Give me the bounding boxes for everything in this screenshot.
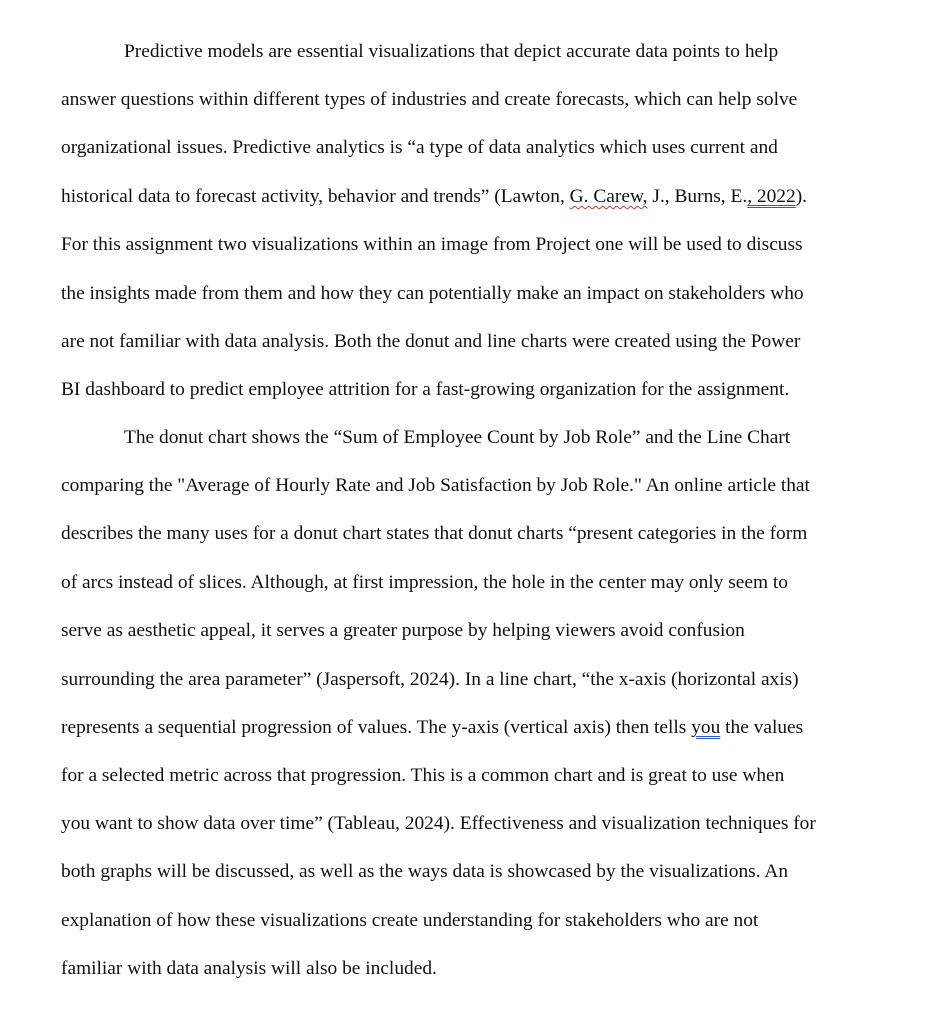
paragraph-1-line-3: organizational issues. Predictive analytics is “a type of data analytics which uses current and [61,137,778,158]
paragraph-2-line-7: represents a sequential progression of values. The y-axis (vertical axis) then tells you the values [61,717,804,738]
paragraph-2-line-12: familiar with data analysis will also be included. [61,958,437,979]
grammar-suggestion-mark[interactable]: , 2022 [747,186,796,207]
grammar-suggestion-mark[interactable]: you [691,717,721,738]
paragraph-2-line-11: explanation of how these visualizations create understanding for stakeholders who are not [61,910,759,931]
paragraph-2-line-1: The donut chart shows the “Sum of Employee Count by Job Role” and the Line Chart [124,427,791,448]
paragraph-2-line-6: surrounding the area parameter” (Jaspersoft, 2024). In a line chart, “the x-axis (horizontal axis) [61,669,799,690]
paragraph-2-line-4: of arcs instead of slices. Although, at first impression, the hole in the center may only seem to [61,572,788,593]
paragraph-1-line-8: BI dashboard to predict employee attrition for a fast-growing organization for the assignment. [61,379,790,400]
paragraph-2-line-5: serve as aesthetic appeal, it serves a greater purpose by helping viewers avoid confusion [61,620,745,641]
spelling-error-mark[interactable]: G. Carew, [569,186,648,207]
paragraph-2-line-2: comparing the "Average of Hourly Rate and Job Satisfaction by Job Role." An online article that [61,475,810,496]
paragraph-2-line-10: both graphs will be discussed, as well as the ways data is showcased by the visualizations. An [61,861,789,882]
paragraph-2-line-3: describes the many uses for a donut chart states that donut charts “present categories in the form [61,523,808,544]
paragraph-1-line-5: For this assignment two visualizations within an image from Project one will be used to discuss [61,234,803,255]
paragraph-1-line-7: are not familiar with data analysis. Both the donut and line charts were created using the Power [61,331,801,352]
paragraph-1-line-2: answer questions within different types of industries and create forecasts, which can help solve [61,89,798,110]
paragraph-2-line-9: you want to show data over time” (Tableau, 2024). Effectiveness and visualization techniques for [61,813,816,834]
paragraph-1-line-1: Predictive models are essential visualizations that depict accurate data points to help [124,41,779,62]
paragraph-2-line-8: for a selected metric across that progression. This is a common chart and is great to use when [61,765,785,786]
paragraph-1-line-4: historical data to forecast activity, behavior and trends” (Lawton, G. Carew, J., Burns, E., 2022). [61,186,807,207]
paragraph-1-line-6: the insights made from them and how they can potentially make an impact on stakeholders who [61,283,804,304]
